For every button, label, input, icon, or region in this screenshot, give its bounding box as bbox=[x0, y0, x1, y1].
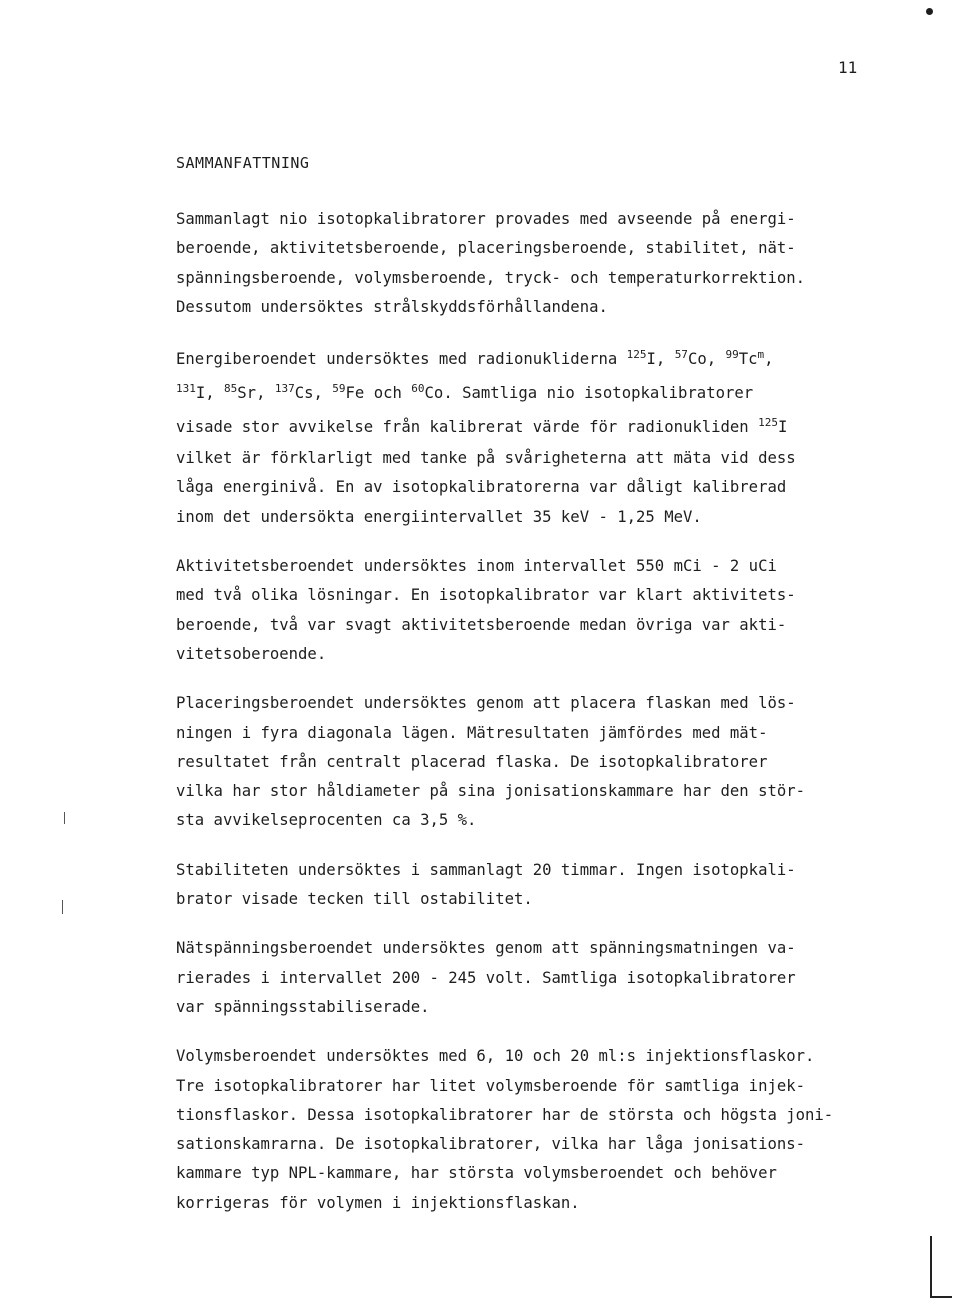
mass-number: 59 bbox=[332, 382, 346, 396]
element-symbol: Co bbox=[424, 384, 444, 403]
nuclide bbox=[675, 350, 726, 368]
separator: , bbox=[313, 384, 333, 403]
text-line: Volymsberoendet undersöktes med 6, 10 och 20 ml:s injektionsflaskor. bbox=[176, 1047, 815, 1066]
text-fragment: visade stor avvikelse från kalibrerat värde för radionukliden bbox=[176, 418, 759, 437]
text-line: vitetsoberoende. bbox=[176, 644, 327, 663]
element-symbol: Sr bbox=[237, 384, 257, 403]
mass-number: 125 bbox=[626, 348, 647, 362]
margin-scan-mark bbox=[64, 812, 65, 824]
element-symbol: I bbox=[777, 418, 788, 437]
nuclide bbox=[332, 384, 411, 402]
text-line: brator visade tecken till ostabilitet. bbox=[176, 890, 533, 909]
text-line: Placeringsberoendet undersöktes genom att placera flaskan med lös- bbox=[176, 694, 796, 713]
separator: , bbox=[205, 384, 225, 403]
element-symbol: Co bbox=[687, 350, 707, 369]
text-line: rierades i intervallet 200 - 245 volt. Samtliga isotopkalibratorer bbox=[176, 968, 796, 987]
paragraph-summary-intro bbox=[176, 205, 846, 322]
text-line: kammare typ NPL-kammare, har största volymsberoendet och behöver bbox=[176, 1164, 777, 1183]
text-line: Sammanlagt nio isotopkalibratorer provades med avseende på energi- bbox=[176, 210, 796, 228]
nuclide bbox=[176, 384, 224, 402]
margin-scan-mark bbox=[62, 900, 63, 914]
text-line: tionsflaskor. Dessa isotopkalibratorer har de största och högsta joni- bbox=[176, 1105, 834, 1124]
text-line bbox=[176, 342, 846, 376]
text-line: korrigeras för volymen i injektionsflaskan. bbox=[176, 1193, 580, 1212]
text-fragment: Samtliga nio isotopkalibratorer bbox=[462, 384, 754, 403]
text-line: resultatet från centralt placerad flaska. De isotopkalibratorer bbox=[176, 752, 768, 771]
separator: , bbox=[706, 350, 726, 369]
element-symbol: Tc bbox=[738, 350, 758, 369]
nuclide bbox=[411, 384, 462, 402]
text-line: beroende, aktivitetsberoende, placeringsberoende, stabilitet, nät- bbox=[176, 239, 796, 258]
nuclide-list bbox=[627, 350, 774, 368]
separator: , bbox=[764, 350, 774, 369]
element-symbol: Fe bbox=[345, 384, 365, 403]
text-line: Aktivitetsberoendet undersöktes inom intervallet 550 mCi - 2 uCi bbox=[176, 557, 777, 576]
text-line: Nätspänningsberoendet undersöktes genom att spänningsmatningen va- bbox=[176, 939, 796, 958]
mass-number: 99 bbox=[725, 348, 739, 362]
paragraph-activity-dependence bbox=[176, 552, 846, 669]
element-symbol: Cs bbox=[294, 384, 314, 403]
paragraph-mains-voltage bbox=[176, 934, 846, 1022]
crop-corner-mark bbox=[930, 1236, 952, 1298]
text-line: vilket är förklarligt med tanke på svårigheterna att mäta vid dess bbox=[176, 449, 796, 468]
text-line: sta avvikelseprocenten ca 3,5 %. bbox=[176, 811, 477, 830]
paragraph-volume-dependence bbox=[176, 1042, 846, 1218]
element-symbol: I bbox=[646, 350, 656, 369]
text-line: ningen i fyra diagonala lägen. Mätresultaten jämfördes med mät- bbox=[176, 723, 768, 742]
mass-number: 125 bbox=[758, 416, 778, 430]
text-line bbox=[176, 410, 846, 444]
mass-number: 85 bbox=[224, 382, 238, 396]
nuclide bbox=[224, 384, 275, 402]
text-line: sationskamrarna. De isotopkalibratorer, vilka har låga jonisations- bbox=[176, 1135, 806, 1154]
mass-number: 57 bbox=[674, 348, 688, 362]
text-line: beroende, två var svagt aktivitetsberoende medan övriga var akti- bbox=[176, 615, 787, 634]
text-line: med två olika lösningar. En isotopkalibrator var klart aktivitets- bbox=[176, 586, 796, 605]
page-number: 11 bbox=[838, 58, 858, 77]
nuclide bbox=[758, 418, 787, 436]
mass-number: 131 bbox=[176, 382, 196, 396]
text-line bbox=[176, 376, 846, 410]
text-line: låga energinivå. En av isotopkalibratorerna var dåligt kalibrerad bbox=[176, 478, 787, 497]
separator: , bbox=[655, 350, 675, 369]
corner-dot-mark bbox=[926, 8, 933, 15]
nuclide bbox=[726, 350, 774, 368]
separator: . bbox=[443, 384, 463, 403]
text-line: inom det undersökta energiintervallet 35 keV - 1,25 MeV. bbox=[176, 507, 702, 526]
paragraph-placement-dependence bbox=[176, 689, 846, 835]
nuclide bbox=[627, 350, 675, 368]
text-line: Dessutom undersöktes strålskyddsförhållandena. bbox=[176, 297, 608, 316]
element-symbol: I bbox=[195, 384, 206, 403]
mass-number: 60 bbox=[411, 382, 425, 396]
paragraph-energy-dependence bbox=[176, 342, 846, 532]
text-line: spänningsberoende, volymsberoende, tryck- och temperaturkorrektion. bbox=[176, 268, 806, 287]
metastable-mark: m bbox=[757, 348, 765, 362]
text-line: var spänningsstabiliserade. bbox=[176, 997, 430, 1016]
section-heading: SAMMANFATTNING bbox=[176, 154, 310, 172]
text-line: Stabiliteten undersöktes i sammanlagt 20 timmar. Ingen isotopkali- bbox=[176, 860, 796, 879]
text-line: Tre isotopkalibratorer har litet volymsberoende för samtliga injek- bbox=[176, 1076, 806, 1095]
separator: , bbox=[256, 384, 275, 403]
text-fragment: Energiberoendet undersöktes med radionukliderna bbox=[176, 350, 627, 369]
mass-number: 137 bbox=[274, 382, 295, 396]
separator: och bbox=[364, 384, 412, 403]
paragraph-stability bbox=[176, 856, 846, 915]
text-line: vilka har stor håldiameter på sina jonisationskammare har den stör- bbox=[176, 782, 806, 801]
document-body bbox=[176, 205, 846, 1238]
nuclide bbox=[275, 384, 332, 402]
